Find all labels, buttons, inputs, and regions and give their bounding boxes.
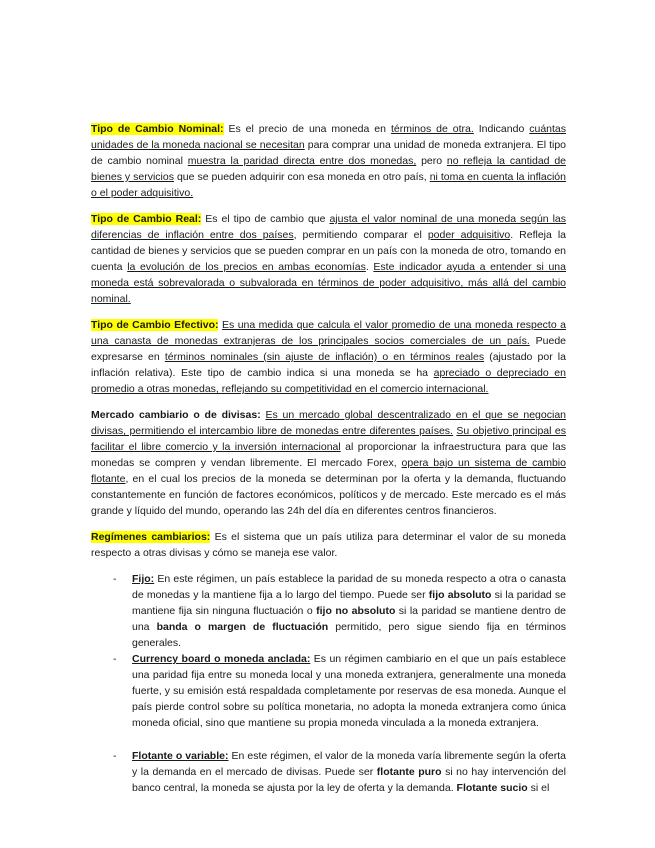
regimes-list [91,571,566,796]
text: si la paridad se mantiene dentro de una [132,605,567,633]
term-efectivo: Tipo de Cambio Efectivo: [91,319,219,331]
term-real: Tipo de Cambio Real: [91,213,202,225]
underlined-text: Este indicador ayuda a entender si una moneda está sobrevalorada o subvalorada en términos de poder adquisitivo, más allá del cambio nominal. [91,261,566,305]
term-nominal: Tipo de Cambio Nominal: [91,123,224,135]
paragraph-mercado [91,407,566,519]
item-text [132,651,566,731]
text: Es un régimen cambiario en el que un país establece una paridad fija entre su moneda local y una moneda extranjera, generalmente una moneda fuerte, y su emisión está respaldada completamente por reservas de esa moneda. Aunque el país pierde control sobre su política monetaria, no adopta la moneda extranjera como única moneda oficial, sino que mantiene su propia moneda vinculada a la moneda extranjera. [132,653,566,729]
text: (ajustado por la inflación relativa). Este tipo de cambio indica si una moneda se ha [91,351,566,379]
text: al proporcionar la infraestructura para que las monedas se compren y vendan libremente. El mercado Forex, [91,441,566,469]
item-text [132,571,566,651]
paragraph-efectivo [91,317,566,397]
text: . [365,261,374,273]
text: que se pueden adquirir con esa moneda en otro país, [173,171,430,183]
bold-text: Flotante sucio [456,782,528,794]
underlined-text: cuántas unidades de la moneda nacional se necesitan [91,123,567,151]
bold-text: fijo no absoluto [316,605,396,617]
list-item-currency-board [91,651,566,731]
list-dash: - [113,750,117,762]
list-item-flotante [91,748,566,796]
term-regimenes: Regímenes cambiarios: [91,531,211,543]
paragraph-real [91,211,566,307]
underlined-text: Es un mercado global descentralizado en el que se negocian divisas, permitiendo el intercambio libre de monedas entre diferentes países. [91,409,566,437]
paragraph-nominal [91,121,566,201]
underlined-text: términos nominales (sin ajuste de inflación) o en términos reales [164,351,485,363]
underlined-text: términos de otra. [390,123,474,135]
bold-text: banda o margen de fluctuación [156,621,329,633]
text: En este régimen, un país establece la paridad de su moneda respecto a otra o canasta de monedas y la mantiene fija a lo largo del tiempo. Puede ser [132,573,566,601]
paragraph-regimenes [91,529,566,561]
text: Es el tipo de cambio que [201,213,330,225]
text: Es el precio de una moneda en [223,123,391,135]
underlined-text: opera bajo un sistema de cambio flotante [91,457,566,485]
text: Es el sistema que un país utiliza para determinar el valor de su moneda respecto a otras divisas y cómo se maneja ese valor. [91,531,566,559]
underlined-text: no refleja la cantidad de bienes y servicios [91,155,567,183]
list-dash: - [113,573,117,585]
underlined-text: apreciado o depreciado en promedio a otras monedas, reflejando su competitividad en el comercio internacional. [91,367,566,395]
list-item-fijo [91,571,566,651]
underlined-text: poder adquisitivo [427,229,511,241]
text: si el [527,782,550,794]
text: Indicando [473,123,530,135]
bold-text: flotante puro [376,766,442,778]
underlined-text: Es una medida que calcula el valor promedio de una moneda respecto a una canasta de monedas extranjeras de los principales socios comerciales de un país. [91,319,566,347]
term-flotante: Flotante o variable: [132,750,229,762]
text: En este régimen, el valor de la moneda varía libremente según la oferta y la demanda en el mercado de divisas. Puede ser [132,750,566,778]
underlined-text: la evolución de los precios en ambas economías [127,261,366,273]
text: si no hay intervención del banco central, la moneda se ajusta por la ley de oferta y la demanda. [132,766,566,794]
item-text [132,748,566,796]
underlined-text: ajusta el valor nominal de una moneda según las diferencias de inflación entre dos países [91,213,567,241]
term-mercado: Mercado cambiario o de divisas: [91,409,261,421]
text: para comprar una unidad de moneda extranjera. El tipo de cambio nominal [91,139,567,167]
text: pero [416,155,447,167]
text: si la paridad se mantiene fija sin ninguna fluctuación o [132,589,566,617]
text: Puede expresarse en [91,335,566,363]
term-fijo: Fijo: [132,573,155,585]
underlined-text: ni toma en cuenta la inflación o el poder adquisitivo. [91,171,566,199]
text: , permitiendo comparar el [293,229,428,241]
underlined-text: muestra la paridad directa entre dos monedas, [187,155,417,167]
text: , en el cual los precios de la moneda se determinan por la oferta y la demanda, fluctuando constantemente en función de factores económicos, políticos y de mercado. Este mercado es el más grande y líquido del mundo, operando las 24h del día en diferentes centros financieros. [91,473,566,517]
term-currency-board: Currency board o moneda anclada: [132,653,311,665]
bold-text: fijo absoluto [428,589,492,601]
underlined-text: Su objetivo principal es facilitar el libre comercio y la inversión internacional [91,425,566,453]
text: . Refleja la cantidad de bienes y servicios que se pueden comprar en un país con la moneda de otro, tomando en cuenta [91,229,566,273]
list-dash: - [113,653,117,665]
text: permitido, pero sigue siendo fija en términos generales. [132,621,566,649]
